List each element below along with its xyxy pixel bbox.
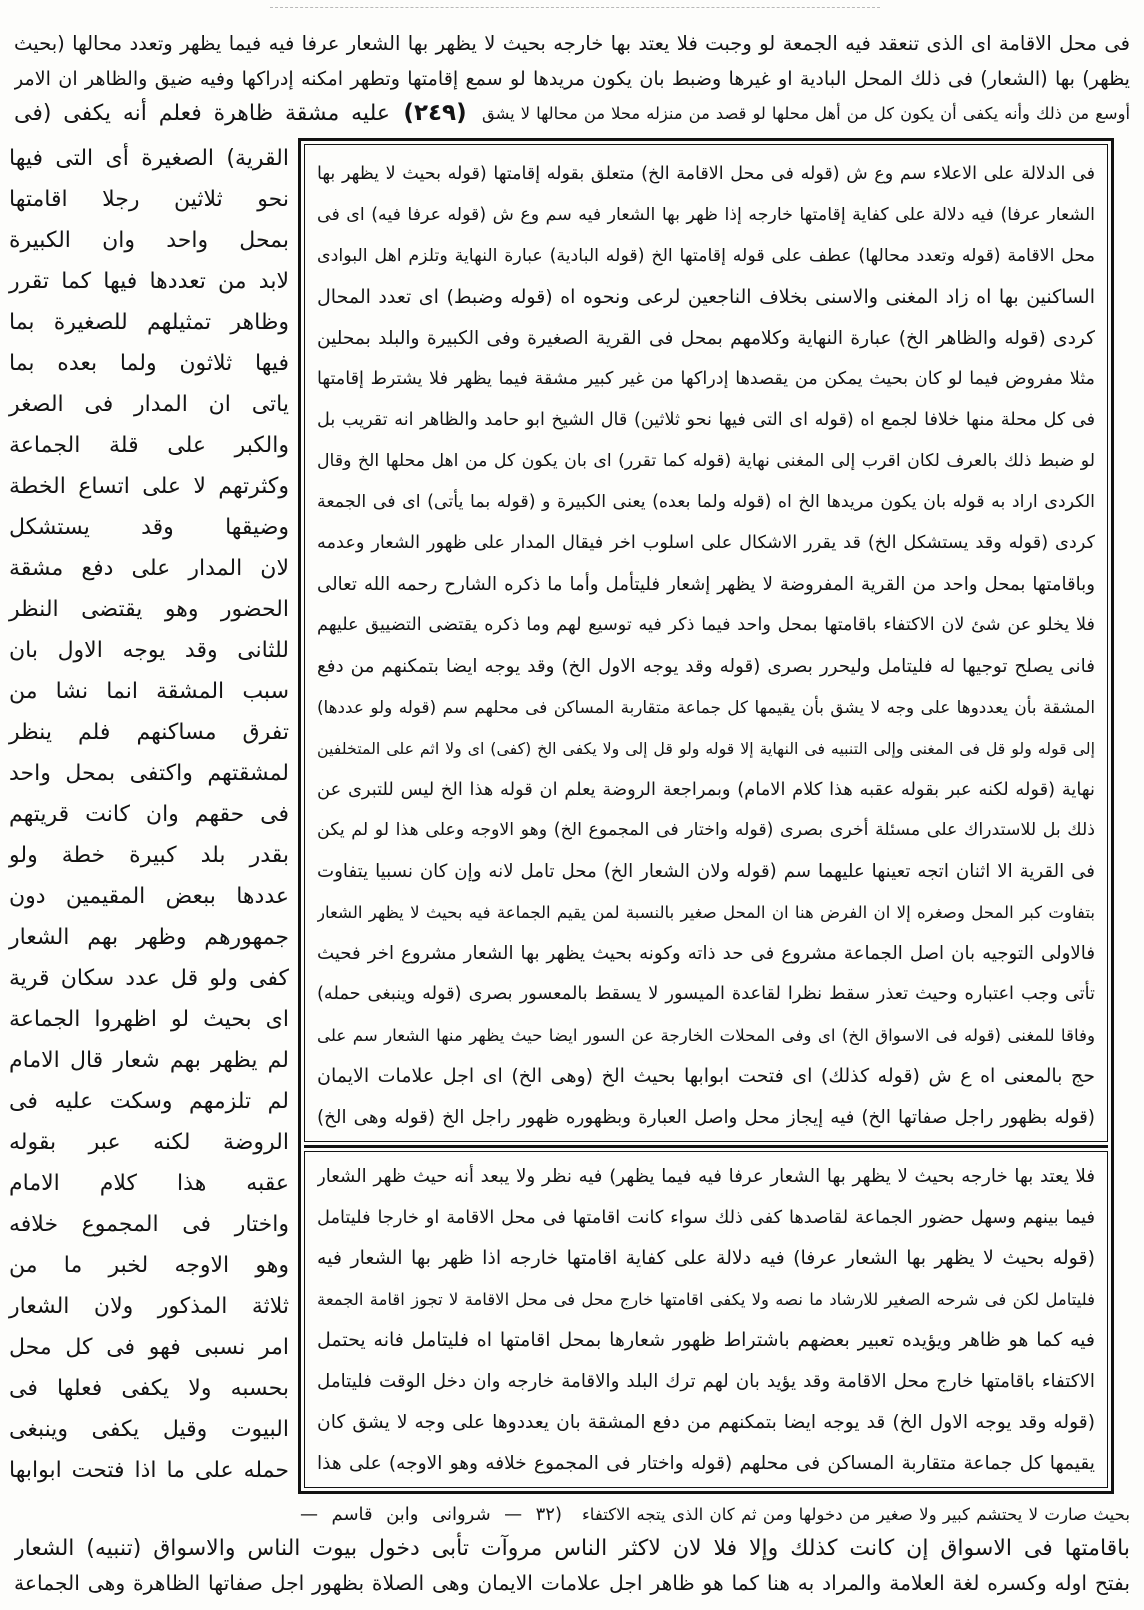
side-column-line: بمحل واحد وان الكبيرة	[9, 228, 289, 253]
sharwani-gloss-line: الشعار عرفا) فيه دلالة على كفاية إقامتها خارجه إذا ظهر بها الشعار فيه سم وع ش (قوله عرفا فيه) اى فى	[317, 205, 1095, 225]
sharwani-gloss-line: الكردى اراد به قوله بان يكون مريدها الخ اه (قوله ولما بعده) يعنى الكبيرة و (قوله بما يأتى) اى فى الجمعة	[317, 492, 1095, 512]
side-column-line: والكبر على قلة الجماعة	[9, 433, 289, 458]
main-text-top	[14, 26, 1130, 131]
sharwani-gloss-line: فى القرية الا اثنان اتجه تعينها عليهما سم (قوله ولان الشعار الخ) محل تامل لانه وإن كان نسبيا يتفاوت	[317, 861, 1095, 882]
sharwani-gloss-line: إلى قوله ولو قل فى المغنى وإلى التنبيه فى النهاية إلا قوله ولو قل إلى ولا يكفى الخ (كفى) اى ولا اثم على المتخلفين	[317, 739, 1095, 758]
side-column-line: فى حقهم وان كانت قريتهم	[9, 802, 289, 827]
sharwani-gloss-line: محل الاقامة (قوله وتعدد محالها) عطف على قوله إقامتها الخ (قوله البادية) عبارة النهاية وتلزم اهل البوادى	[317, 246, 1095, 266]
side-column-line: الحضور وهو يقتضى النظر	[9, 597, 289, 622]
ibn-qasim-gloss-line: فيه كما هو ظاهر ويؤيده تعبير بعضهم باشتراط ظهور شعارها بمحل اقامتها اه فليتامل فانه يحتمل	[317, 1329, 1095, 1351]
sharwani-gloss-line: ذلك بل للاستدراك على مسئلة أخرى بصرى (قوله واختار فى المجموع الخ) وهو الاوجه وعلى هذا لو لم يكن	[317, 820, 1095, 840]
sharwani-gloss-line: فى الدلالة على الاعلاء سم وع ش (قوله فى محل الاقامة الخ) متعلق بقوله إقامتها (قوله بحيث لا يظهر بها	[317, 164, 1095, 184]
side-column-line: عقبه هذا كلام الامام	[9, 1171, 289, 1196]
main-text-line-with-page-number	[14, 96, 1130, 131]
side-column-line: تفرق مساكنهم فلم ينظر	[9, 720, 289, 745]
side-column-line: الروضة لكنه عبر بقوله	[9, 1130, 289, 1155]
side-column-line: سبب المشقة انما نشا من	[9, 679, 289, 704]
main-text-line: فى محل الاقامة اى الذى تنعقد فيه الجمعة لو وجبت فلا يعتد بها خارجه بحيث لا يظهر بها الشعار عرفا فيه فيما يظهر وتعدد محالها (بحيث	[14, 32, 1130, 55]
sharwani-gloss-line: فلا يخلو عن شئ لان الاكتفاء باقامتها بمحل واحد فيما ذكر فيه توسيع لهم وما ذكره يقتضى التضييق عليهم	[317, 615, 1095, 635]
side-column-line: القرية) الصغيرة أى التى فيها	[9, 146, 289, 171]
side-column-line: لان المدار على دفع مشقة	[9, 556, 289, 581]
ibn-qasim-gloss-line: (قوله بحيث لا يظهر بها الشعار عرفا) فيه دلالة على كفاية اقامتها خارجه اذا ظهر بها الشعار فيه	[317, 1247, 1095, 1269]
main-text-line: يظهر) بها (الشعار) فى ذلك المحل البادية او غيرها وضبط بان يكون مريدها لو سمع إقامتها وتطهر امكنه إدراكها وفيه ضيق والظاهر ان الامر	[14, 67, 1130, 90]
main-text-side-column	[6, 138, 292, 1491]
page-number: (٢٤٩)	[403, 100, 467, 126]
side-column-line: لمشقتهم واكتفى بمحل واحد	[9, 761, 289, 786]
main-text-segment: أوسع من ذلك وأنه يكفى أن يكون كل من أهل محلها لو قصد من منزله محلا من محالها لا يشق	[482, 104, 1130, 123]
gloss-separator	[304, 1145, 1108, 1148]
side-column-line: حمله على ما اذا فتحت ابوابها	[9, 1458, 289, 1483]
ibn-qasim-gloss-line: (قوله وقد يوجه الاول الخ) قد يوجه ايضا بتمكنهم من دفع المشقة بان يعددوها على وجه لا يشق كان	[317, 1412, 1095, 1433]
sharwani-gloss-line: فانى يصلح توجيها له فليتامل وليحرر بصرى (قوله وقد يوجه الاول الخ) وقد يوجه ايضا بتمكنهم من دفع	[317, 656, 1095, 677]
sharwani-gloss-line: المشقة بأن يعددوها على وجه لا يشق بأن يقيمها كل جماعة متقاربة المساكن فى محلهم سم (قوله ولو عددها)	[317, 697, 1095, 717]
side-column-line: لم يظهر بهم شعار قال الامام	[9, 1048, 289, 1073]
sharwani-gloss-line: تأتى وجب اعتباره وحيث تعذر سقط نظرا لقاعدة الميسور لا يسقط بالمعسور بصرى (قوله وينبغى حمله)	[317, 984, 1095, 1004]
sharwani-gloss-line: حج بالمعنى اه ع ش (قوله كذلك) اى فتحت ابوابها بحيث الخ (وهى الخ) اى اجل علامات الايمان	[317, 1065, 1095, 1087]
ibn-qasim-gloss-line: فلا يعتد بها خارجه بحيث لا يظهر بها الشعار عرفا فيه فيما يظهر) فيه نظر ولا يبعد أنه حيث ظهر الشعار	[317, 1166, 1095, 1187]
sharwani-gloss-line: بتفاوت كبر المحل وصغره إلا ان الفرض هنا ان المحل صغير بالنسبة لمن يقيم الجماعة فيه بحيث لا يظهر الشعار	[317, 903, 1095, 922]
side-column-line: البيوت وقيل يكفى وينبغى	[9, 1417, 289, 1442]
side-column-line: بحسبه ولا يكفى فعلها فى	[9, 1376, 289, 1401]
side-column-line: لم تلزمهم وسكت عليه فى	[9, 1089, 289, 1114]
side-column-line: اى بحيث لو اظهروا الجماعة	[9, 1007, 289, 1032]
sharwani-gloss-line: كردى (قوله والظاهر الخ) عبارة النهاية وكلامهم بمحل فى القرية الصغيرة وفى الكبيرة والبلد بمحلين	[317, 328, 1095, 349]
signature-mark: (٣٢ — شروانى وابن قاسم —	[300, 1504, 562, 1525]
main-text-bottom	[14, 1498, 1130, 1600]
gloss-frame	[298, 138, 1114, 1494]
side-column-line: فيها ثلاثون ولما بعده بما	[9, 351, 289, 376]
top-rule	[270, 7, 880, 8]
side-column-line: وهو الاوجه لخبر ما من	[9, 1253, 289, 1278]
main-text-line-with-signature	[14, 1498, 1130, 1532]
side-column-line: بقدر بلد كبيرة خطة ولو	[9, 843, 289, 868]
sharwani-gloss-box	[304, 144, 1108, 1142]
side-column-line: واختار فى المجموع خلافه	[9, 1212, 289, 1237]
sharwani-gloss-line: كردى (قوله وقد يستشكل الخ) قد يقرر الاشكال على اسلوب اخر فيقال المدار على ظهور الشعار وعدمه	[317, 533, 1095, 553]
sharwani-gloss-line: فالاولى التوجيه بان اصل الجماعة مشروع فى حد ذاته وكونه بحيث يظهر بها الشعار مشروع اخر فحيث	[317, 943, 1095, 964]
side-column-line: نحو ثلاثين رجلا اقامتها	[9, 187, 289, 212]
side-column-line: للثانى وقد يوجه الاول بان	[9, 638, 289, 663]
side-column-line: وكثرتهم لا على اتساع الخطة	[9, 474, 289, 499]
main-text-line: بفتح اوله وكسره لغة العلامة والمراد به هنا كما هو ظاهر اجل علامات الايمان وهى الصلاة بظهور اجل صفاتها الظاهرة وهى الجماعة	[14, 1571, 1130, 1595]
side-column-line: كفى ولو قل عدد سكان قرية	[9, 966, 289, 991]
side-column-line: وضيقها وقد يستشكل	[9, 515, 289, 540]
main-text-segment: بحيث صارت لا يحتشم كبير ولا صغير من دخولها ومن ثم كان الذى يتجه الاكتفاء	[582, 1505, 1130, 1524]
sharwani-gloss-line: لو ضبط ذلك بالعرف لكان اقرب إلى المغنى نهاية (قوله كما تقرر) اى بان يكون كل من اهل محلها الخ وقال	[317, 451, 1095, 471]
side-column-line: عددها ببعض المقيمين دون	[9, 884, 289, 909]
side-column-line: لابد من تعددها فيها كما تقرر	[9, 269, 289, 294]
side-column-line: وظاهر تمثيلهم للصغيرة بما	[9, 310, 289, 335]
side-column-line: امر نسبى فهو فى كل محل	[9, 1335, 289, 1360]
main-text-segment: عليه مشقة ظاهرة فعلم أنه يكفى (فى	[14, 101, 390, 126]
ibn-qasim-gloss-box	[304, 1151, 1108, 1488]
side-column-line: جمهورهم وظهر بهم الشعار	[9, 925, 289, 950]
sharwani-gloss-line: وباقامتها بمحل واحد من القرية المفروضة لا يظهر إشعار فليتأمل وأما ما ذكره الشارح رحمه الله تعالى	[317, 574, 1095, 595]
side-column-line: ياتى ان المدار فى الصغر	[9, 392, 289, 417]
side-column-line: ثلاثة المذكور ولان الشعار	[9, 1294, 289, 1319]
sharwani-gloss-line: (قوله بظهور راجل صفاتها الخ) فيه إيجاز محل واصل العبارة وبظهوره ظهور راجل الخ (قوله وهى الخ)	[317, 1107, 1095, 1128]
sharwani-gloss-line: وفاقا للمغنى (قوله فى الاسواق الخ) اى وفى المحلات الخارجة عن السور ايضا حيث يظهر منها الشعار سم على	[317, 1026, 1095, 1045]
sharwani-gloss-line: الساكنين بها اه زاد المغنى والاسنى بخلاف الناجعين لرعى ونحوه اه (قوله وضبط) اى تعدد المحال	[317, 286, 1095, 308]
ibn-qasim-gloss-line: الاكتفاء باقامتها خارج محل الاقامة وقد يؤيد بان لهم ترك البلد والاقامة خارجه وان دخل الوقت فليتامل	[317, 1371, 1095, 1392]
ibn-qasim-gloss-line: يقيمها كل جماعة متقاربة المساكن فى محلهم (قوله واختار فى المجموع خلافه وهو الاوجه) على هذا	[317, 1453, 1095, 1474]
ibn-qasim-gloss-line: فيما بينهم وسهل حضور الجماعة لقاصدها كفى ذلك سواء كانت اقامتها فى محل الاقامة او خارجا فليتامل	[317, 1207, 1095, 1228]
ibn-qasim-gloss-line: فليتامل لكن فى شرحه الصغير للارشاد ما نصه ولا يكفى اقامتها خارج محل فى محل الاقامة لا تجوز اقامة الجمعة	[317, 1290, 1095, 1309]
sharwani-gloss-line: فى كل محلة منها خلافا لجمع اه (قوله اى التى فيها نحو ثلاثين) قال الشيخ ابو حامد والظاهر انه تقريب بل	[317, 410, 1095, 430]
sharwani-gloss-line: مثلا مفروض فيما لو كان بحيث يمكن من يقصدها إدراكها من غير كبير مشقة فيما يظهر فلا يشترط إقامتها	[317, 369, 1095, 389]
main-text-line: باقامتها فى الاسواق إن كانت كذلك وإلا فلا لان لاكثر الناس مروآت تأبى دخول بيوت الناس والاسواق (تنبيه) الشعار	[14, 1536, 1130, 1561]
sharwani-gloss-line: نهاية (قوله لكنه عبر بقوله عقبه هذا كلام الامام) وبمراجعة الروضة يعلم ان قوله هذا الخ ليس للتبرى عن	[317, 779, 1095, 800]
